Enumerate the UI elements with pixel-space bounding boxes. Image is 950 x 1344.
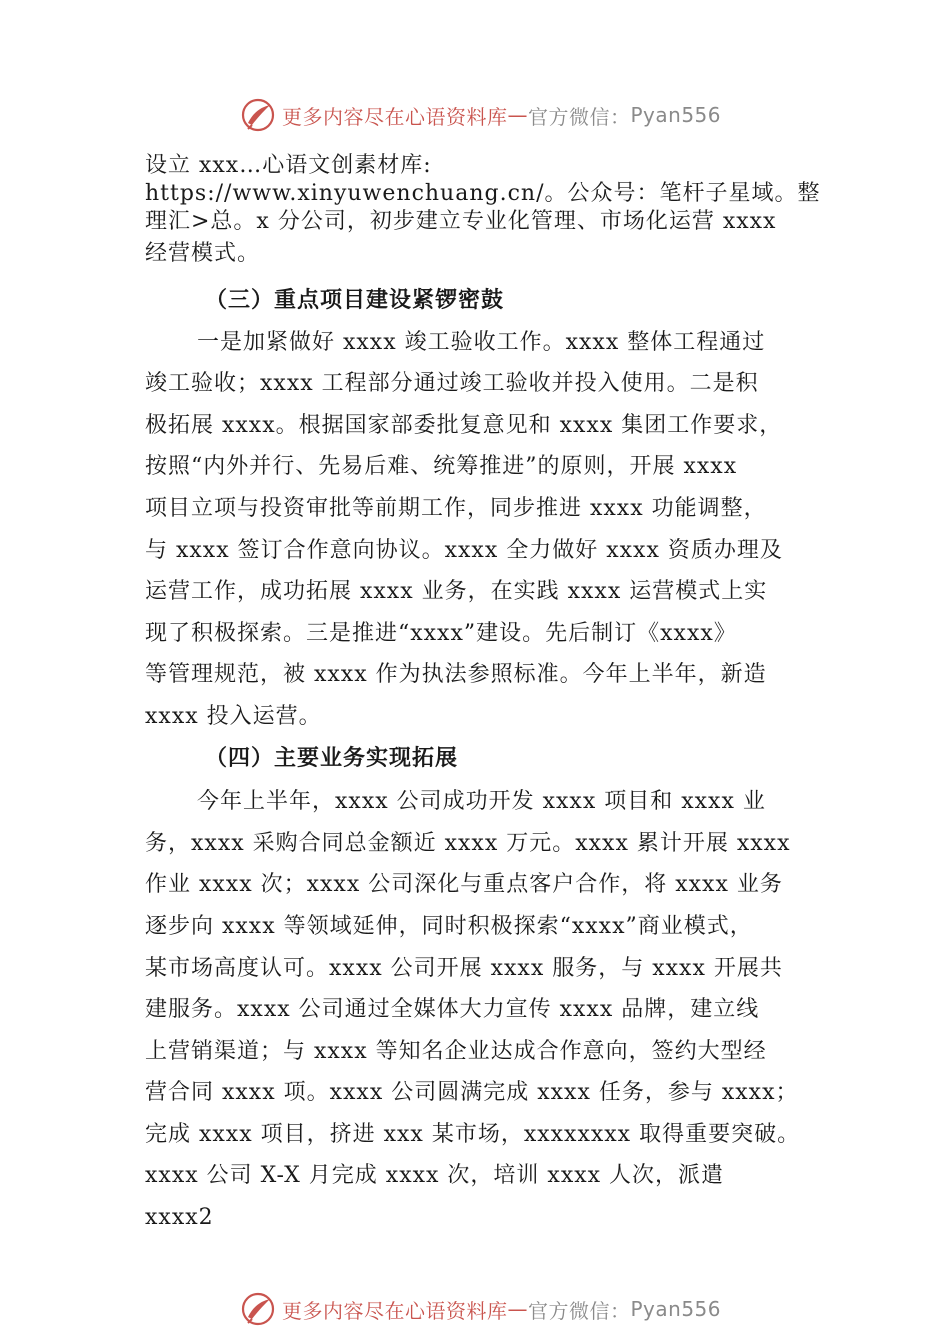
text-line: 与 xxxx 签订合作意向协议。xxxx 全力做好 xxxx 资质办理及	[145, 537, 783, 563]
text-line: 运营工作，成功拓展 xxxx 业务，在实践 xxxx 运营模式上实	[145, 579, 768, 605]
text-line: 项目立项与投资审批等前期工作，同步推进 xxxx 功能调整，	[145, 495, 767, 521]
brand-logo-icon	[240, 97, 276, 133]
watermark-label: 官方微信：	[528, 104, 631, 129]
text-line: 竣工验收；xxxx 工程部分通过竣工验收并投入使用。二是积	[145, 371, 759, 397]
watermark-id: Pyan556	[630, 1297, 722, 1321]
text-line: 今年上半年，xxxx 公司成功开发 xxxx 项目和 xxxx 业	[197, 789, 766, 815]
watermark-footer	[240, 1289, 721, 1329]
text-line: 上营销渠道；与 xxxx 等知名企业达成合作意向，签约大型经	[145, 1038, 767, 1064]
text-line: 设立 xxx…心语文创素材库:	[145, 153, 432, 178]
text-line: 按照“内外并行、先易后难、统筹推进”的原则，开展 xxxx	[145, 454, 738, 480]
text-line: https://www.xinyuwenchuang.cn/。公众号：笔杆子星域。整	[145, 181, 821, 206]
text-line: 营合同 xxxx 项。xxxx 公司圆满完成 xxxx 任务，参与 xxxx；	[145, 1080, 799, 1106]
text-line: xxxx 公司 X-X 月完成 xxxx 次，培训 xxxx 人次，派遣	[145, 1163, 725, 1189]
text-line: 一是加紧做好 xxxx 竣工验收工作。xxxx 整体工程通过	[197, 329, 766, 355]
text-line: 某市场高度认可。xxxx 公司开展 xxxx 服务，与 xxxx 开展共	[145, 955, 783, 981]
section-heading-4: （四）主要业务实现拓展	[205, 744, 459, 771]
text-line: 经营模式。	[145, 241, 261, 266]
text-line: 完成 xxxx 项目，挤进 xxx 某市场，xxxxxxxx 取得重要突破。	[145, 1121, 801, 1147]
watermark-brand: 更多内容尽在心语资料库	[282, 104, 508, 129]
watermark-brand: 更多内容尽在心语资料库	[282, 1298, 508, 1323]
watermark-label: 官方微信：	[528, 1298, 631, 1323]
text-line: 现了积极探索。三是推进“xxxx”建设。先后制订《xxxx》	[145, 620, 737, 646]
text-line: 建服务。xxxx 公司通过全媒体大力宣传 xxxx 品牌，建立线	[145, 997, 760, 1023]
document-body	[145, 152, 845, 1239]
text-line: 逐步向 xxxx 等领域延伸，同时积极探索“xxxx”商业模式，	[145, 913, 753, 939]
section-heading-3: （三）重点项目建设紧锣密鼓	[205, 287, 505, 313]
text-line: xxxx2	[145, 1205, 214, 1231]
text-line: xxxx 投入运营。	[145, 703, 322, 729]
text-line: 极拓展 xxxx。根据国家部委批复意见和 xxxx 集团工作要求，	[145, 412, 783, 438]
watermark-header	[240, 95, 721, 135]
watermark-dash: —	[507, 1297, 528, 1321]
brand-logo-icon	[240, 1291, 276, 1327]
text-line: 务，xxxx 采购合同总金额近 xxxx 万元。xxxx 累计开展 xxxx	[145, 830, 791, 856]
text-line: 理汇>总。x 分公司，初步建立专业化管理、市场化运营 xxxx	[145, 209, 777, 234]
watermark-id: Pyan556	[630, 103, 722, 127]
watermark-dash: —	[507, 103, 528, 127]
text-line: 等管理规范，被 xxxx 作为执法参照标准。今年上半年，新造	[145, 662, 767, 688]
text-line: 作业 xxxx 次；xxxx 公司深化与重点客户合作，将 xxxx 业务	[145, 872, 783, 898]
